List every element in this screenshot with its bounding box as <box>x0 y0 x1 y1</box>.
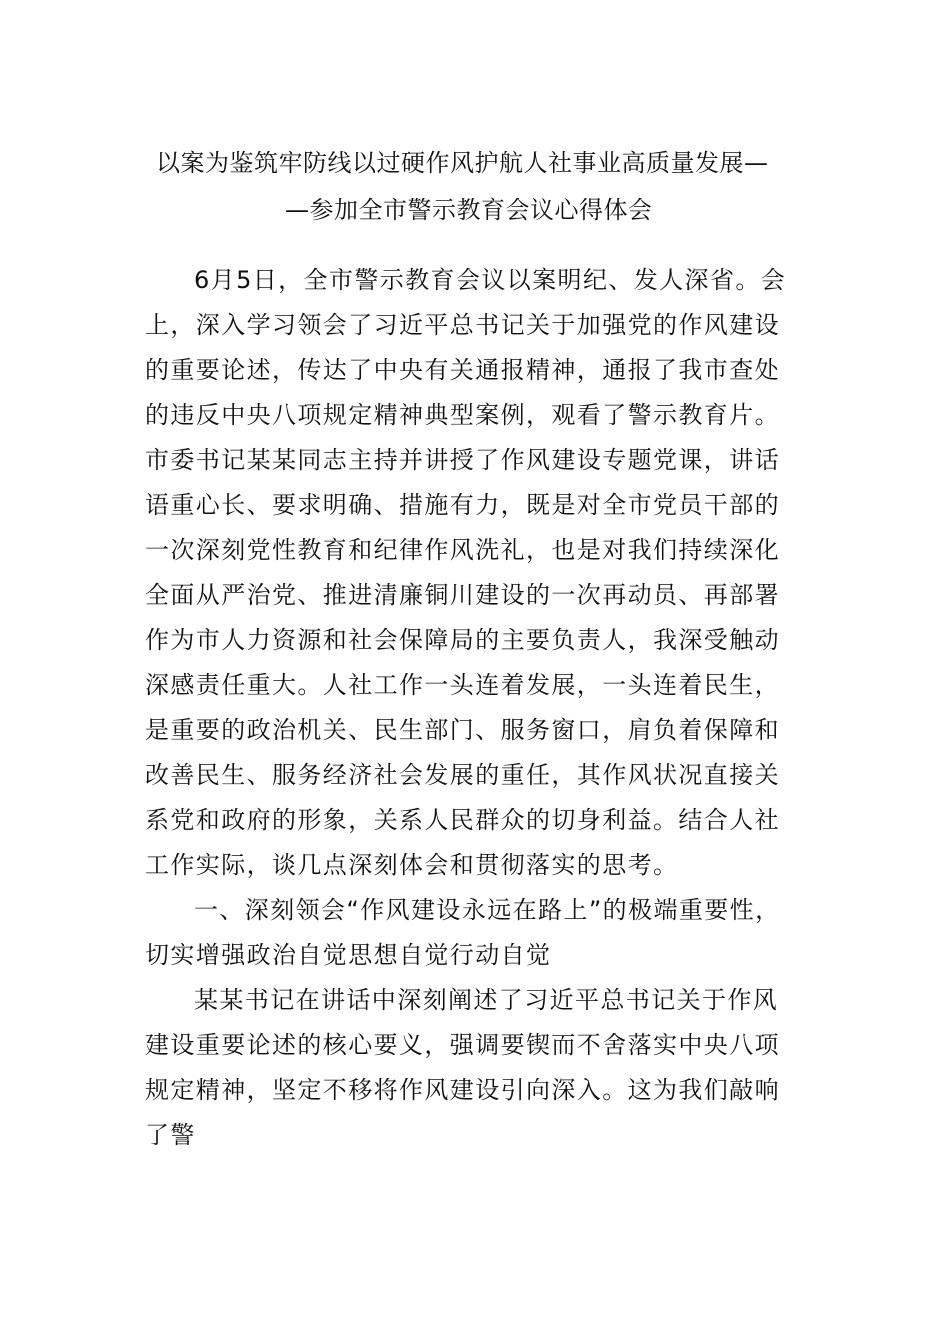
paragraph-line: 上，深入学习领会了习近平总书记关于加强党的作风建设 <box>145 311 780 339</box>
section-heading-line: 一、深刻领会“作风建设永远在路上”的极端重要性， <box>194 896 781 924</box>
paragraph-line: 工作实际，谈几点深刻体会和贯彻落实的思考。 <box>145 851 679 879</box>
paragraph-line: 市委书记某某同志主持并讲授了作风建设专题党课，讲话 <box>145 446 780 474</box>
paragraph-line: 系党和政府的形象，关系人民群众的切身利益。结合人社 <box>145 806 780 834</box>
paragraph-line: 一次深刻党性教育和纪律作风洗礼，也是对我们持续深化 <box>145 536 780 564</box>
paragraph-line: 全面从严治党、推进清廉铜川建设的一次再动员、再部署 <box>145 581 780 609</box>
paragraph-line: 建设重要论述的核心要义，强调要锲而不舍落实中央八项 <box>145 1031 780 1059</box>
paragraph-line: 深感责任重大。人社工作一头连着发展，一头连着民生， <box>145 671 780 699</box>
paragraph-line: 语重心长、要求明确、措施有力，既是对全市党员干部的 <box>145 491 780 519</box>
paragraph-line: 改善民生、服务经济社会发展的重任，其作风状况直接关 <box>145 761 780 789</box>
paragraph-line: 6月5日，全市警示教育会议以案明纪、发人深省。会 <box>194 266 787 294</box>
paragraph-line: 作为市人力资源和社会保障局的主要负责人，我深受触动 <box>145 626 780 654</box>
paragraph-line: 的重要论述，传达了中央有关通报精神，通报了我市查处 <box>145 356 780 384</box>
document-title-line-1: 以案为鉴筑牢防线以过硬作风护航人社事业高质量发展— <box>156 149 769 177</box>
section-heading-line: 切实增强政治自觉思想自觉行动自觉 <box>145 941 552 969</box>
paragraph-line: 的违反中央八项规定精神典型案例，观看了警示教育片。 <box>145 401 780 429</box>
paragraph-line: 了警 <box>145 1121 196 1149</box>
document-title-line-2: —参加全市警示教育会议心得体会 <box>285 196 653 224</box>
paragraph-line: 是重要的政治机关、民生部门、服务窗口，肩负着保障和 <box>145 716 780 744</box>
paragraph-line: 某某书记在讲话中深刻阐述了习近平总书记关于作风 <box>194 986 779 1014</box>
paragraph-line: 规定精神，坚定不移将作风建设引向深入。这为我们敲响 <box>145 1076 780 1104</box>
